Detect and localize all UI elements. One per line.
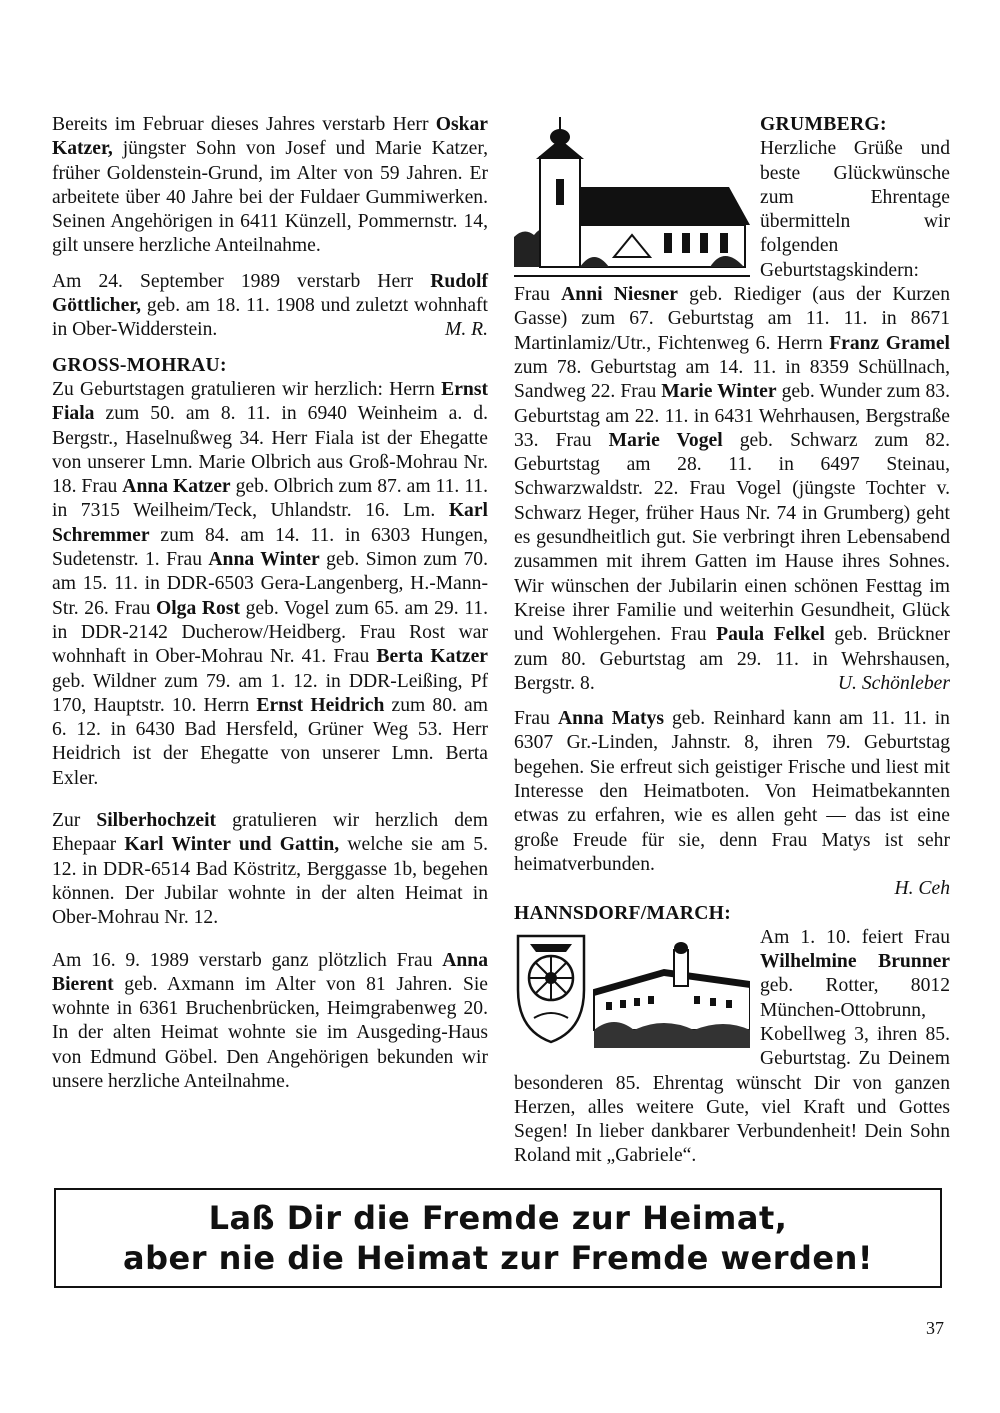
goettlicher-text bbox=[52, 271, 488, 341]
motto-line-2: aber nie die Heimat zur Fremde werden! bbox=[122, 1239, 873, 1277]
right-column bbox=[514, 113, 950, 1180]
paragraph-katzer-obituary bbox=[52, 113, 488, 259]
paragraph-gross-mohrau-birthdays bbox=[52, 378, 488, 791]
bold-name: Ernst Fiala bbox=[52, 378, 488, 425]
bold-name: Anna Bierent bbox=[52, 949, 488, 995]
page-number: 37 bbox=[926, 1318, 944, 1338]
text-run: Am 1. 10. feiert Frau bbox=[760, 926, 950, 948]
paragraph-bierent-obituary bbox=[52, 949, 488, 1095]
bold-name: Anni Niesner bbox=[561, 284, 678, 306]
heading-grumberg: GRUMBERG: bbox=[760, 114, 887, 135]
bold-name: Oskar Katzer, bbox=[52, 114, 488, 160]
bold-name: Marie Winter bbox=[661, 381, 777, 403]
church-drawing bbox=[514, 117, 750, 275]
text-run: geb. Axmann im Alter von 81 Jahren. Sie wohnte in 6361 Bruchenbrücken, Heimgrabenweg 20. In der alten Heimat wohnte sie im Ausgeding-Haus von Edmund Göbel. Den Angehörigen bekunden wir unsere herzliche Anteilnahme. bbox=[52, 973, 488, 1092]
bold-name: Anna Matys bbox=[557, 708, 664, 730]
text-run: geb. Brückner zum 80. Geburtstag am 29. 11. in Wehrshausen, Bergstr. 8. bbox=[514, 624, 950, 694]
bold-name: Wilhelmine Brunner bbox=[760, 951, 950, 973]
text-run: Zu Geburtstagen gratulieren wir herzlich: Herrn bbox=[52, 378, 442, 400]
bold-name: Berta Katzer bbox=[376, 646, 488, 668]
text-run: geb. Olbrich zum 87. am 11. 11. in 7315 Weilheim/Teck, Uhlandstr. 16. Lm. bbox=[52, 476, 488, 522]
bold-name: Anna Katzer bbox=[122, 476, 231, 498]
text-run: geb. Wunder zum 83. Geburtstag am 22. 11. in 6431 Wehrhausen, Bergstraße 33. Frau bbox=[514, 381, 951, 451]
text-run: Am 16. 9. 1989 verstarb ganz plötzlich Frau bbox=[52, 949, 443, 971]
signature-ceh-row bbox=[514, 877, 950, 901]
paragraph-matys bbox=[514, 707, 950, 877]
hannsdorf-illustration bbox=[514, 930, 750, 1048]
bold-name: Paula Felkel bbox=[716, 624, 825, 646]
paragraph-silberhochzeit bbox=[52, 809, 488, 930]
bold-name: Silberhochzeit bbox=[96, 810, 217, 832]
text-run: Zur bbox=[52, 810, 97, 832]
motto-line-1: Laß Dir die Fremde zur Heimat, bbox=[208, 1199, 788, 1237]
bold-name: Marie Vogel bbox=[608, 429, 723, 451]
bold-name: Karl Winter und Gattin, bbox=[124, 834, 340, 856]
text-run: zum 84. am 14. 11. in 6303 Hungen, Sudetenstr. 1. Frau bbox=[52, 524, 488, 571]
text-run: Herzliche Grüße und beste Glückwünsche zum Ehrentage übermitteln wir folgenden Geburtstagskindern: Frau bbox=[514, 138, 950, 306]
text-run: geb. Riediger (aus der Kurzen Gasse) zum 67. Geburtstag am 11. 11. in 8671 Martinlamiz/Utr., Fichtenweg 6. Herrn bbox=[514, 284, 950, 354]
text-run: geb. Vogel zum 65. am 29. 11. in DDR-2142 Ducherow/Heidberg. Frau Rost war wohnhaft in Ober-Mohrau Nr. 41. Frau bbox=[52, 597, 489, 668]
left-column bbox=[52, 113, 488, 1105]
signature-mr: M. R. bbox=[445, 319, 488, 341]
text-run: geb. Reinhard kann am 11. 11. in 6307 Gr.-Linden, Jahnstr. 8, ihren 79. Geburtstag begehen. Sie erfreut sich geistiger Frische und liest mit Interesse den Heimatboten. Von Heimatbekannten etwas zu erfahren, wie es allen geht — das ist eine große Freude für sie, denn Frau Matys ist sehr heimatverbunden. bbox=[514, 708, 950, 875]
signature-schoenleber: U. Schönleber bbox=[837, 672, 950, 694]
text-run: geb. Simon zum 70. am 15. 11. in DDR-6503 Gera-Langenberg, H.-Mann-Str. 26. Frau bbox=[52, 549, 488, 619]
text-run: zum 50. am 8. 11. in 6940 Weinheim a. d. Bergstr., Haselnußweg 34. Herr Fiala ist der Ehegatte von unserer Lmn. Marie Olbrich aus Groß-Mohrau Nr. 18. Frau bbox=[52, 403, 488, 498]
bold-name: Anna Winter bbox=[208, 549, 320, 571]
text-run: zum 78. Geburtstag am 14. 11. in 8359 Schüllnach, Sandweg 22. Frau bbox=[514, 356, 950, 403]
text-run: welche sie am 5. 12. in DDR-6514 Bad Köstritz, Berggasse 1b, begehen können. Der Jubilar wohnte in der alten Heimat in Ober-Mohrau Nr. 12. bbox=[52, 834, 488, 929]
text-run: geb. Rotter, 8012 München-Ottobrunn, Kobellweg 3, ihren 85. Geburtstag. Zu Deinem besonderen 85. Ehrentag wünscht Dir von ganzen Herzen, alles weitere Gute, viel Kraft und Gottes Segen! In lieber dankbarer Verbundenheit! Dein Sohn Roland mit „Gabriele“. bbox=[514, 975, 950, 1167]
bold-name: Ernst Heidrich bbox=[256, 694, 385, 716]
text-run: jüngster Sohn von Josef und Marie Katzer, früher Goldenstein-Grund, im Alter von 59 Jahren. Er arbeitete über 40 Jahre bei der Fuldaer Gummiwerken. Seinen Angehörigen in 6411 Künzell, Pommernstr. 14, gilt unsere herzliche Anteilnahme. bbox=[52, 138, 488, 257]
coat-of-arms-and-castle-drawing bbox=[514, 930, 750, 1048]
text-run: Bereits im Februar dieses Jahres verstarb Herr bbox=[52, 114, 436, 135]
heading-gross-mohrau: GROSS-MOHRAU: bbox=[52, 354, 227, 376]
text-run: Am 24. September 1989 verstarb Herr bbox=[52, 270, 431, 292]
signature-ceh: H. Ceh bbox=[894, 878, 950, 900]
text-run: geb. Wildner zum 79. am 1. 12. in DDR-Leißing, Pf 170, Hauptstr. 10. Herrn bbox=[52, 670, 488, 716]
heading-hannsdorf: HANNSDORF/MARCH: bbox=[514, 902, 732, 924]
paragraph-goettlicher-obituary bbox=[52, 270, 488, 343]
motto-banner bbox=[54, 1188, 942, 1288]
bold-name: Rudolf Göttlicher, bbox=[52, 270, 488, 317]
bold-name: Franz Gramel bbox=[829, 332, 951, 354]
text-run: geb. am 18. 11. 1908 und zuletzt wohnhaft in Ober-Widderstein. bbox=[52, 295, 488, 341]
church-illustration bbox=[514, 117, 750, 277]
bold-name: Olga Rost bbox=[155, 597, 240, 619]
text-run: geb. Schwarz zum 82. Geburtstag am 28. 11. in 6497 Steinau, Schwarzwaldstr. 22. Frau Vogel (jüngste Tochter v. Schwarz Heger, früher Haus Nr. 74 in Grumberg) geht es gesundheitlich gut. Sie verbringt ihren Lebensabend zusammen mit ihrem Gatten im Hause ihres Sohnes. Wir wünschen der Jubilarin einen schönen Festtag im Kreise ihrer Familie und weiterhin Gesundheit, Glück und Wohlergehen. Frau bbox=[514, 429, 950, 646]
text-run: Frau bbox=[514, 708, 558, 730]
text-run: zum 80. am 6. 12. in 6430 Bad Hersfeld, Grüner Weg 53. Herr Heidrich ist der Ehegatte von unserer Lmn. Berta Exler. bbox=[52, 694, 488, 789]
text-run: gratulieren wir herzlich dem Ehepaar bbox=[52, 810, 488, 856]
bold-name: Karl Schremmer bbox=[52, 500, 488, 546]
